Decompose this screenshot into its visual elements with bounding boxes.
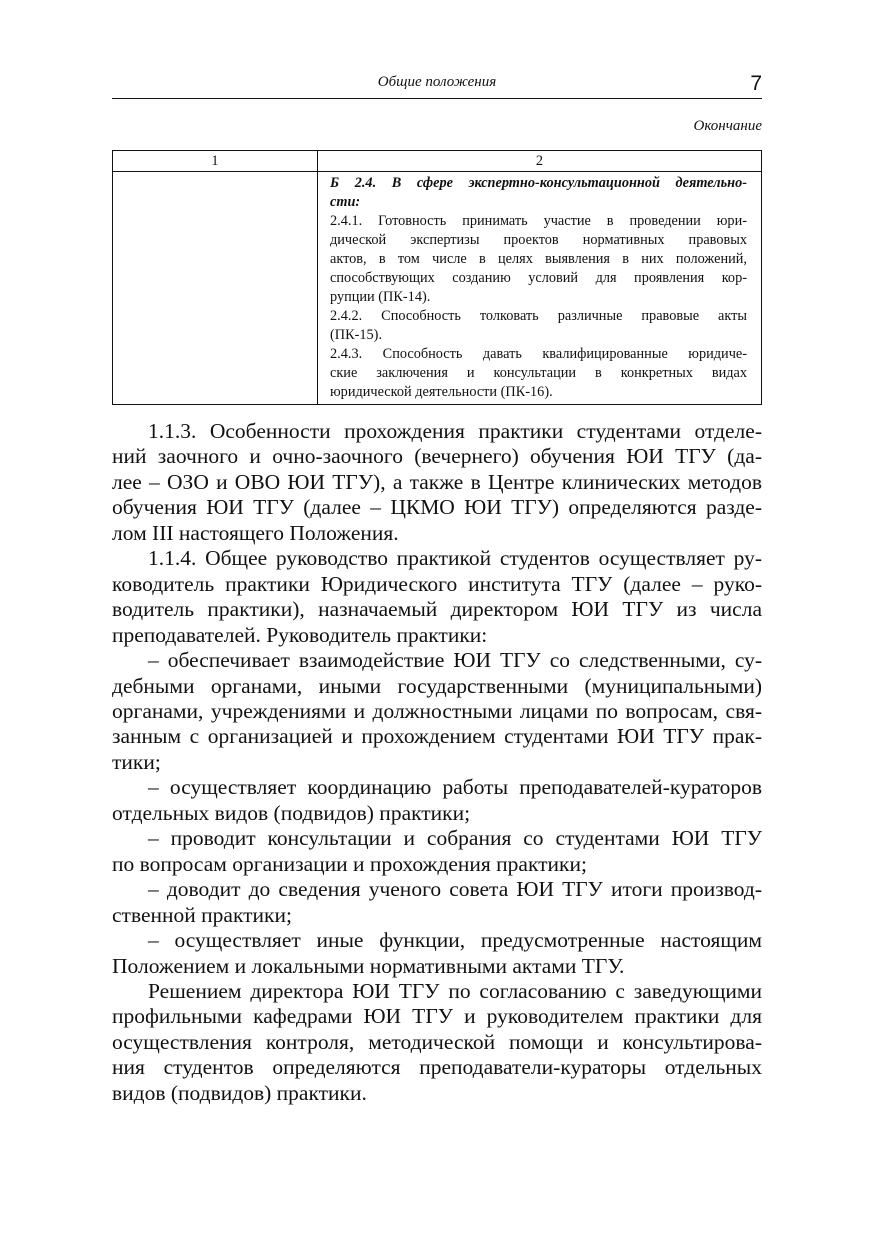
paragraph <box>112 648 762 775</box>
paragraph-line: дебными органами, иными государственными (муниципальными) <box>112 673 762 698</box>
table-cell <box>318 172 762 405</box>
running-header-title: Общие положения <box>377 74 497 90</box>
paragraph-line: лее – ОЗО и ОВО ЮИ ТГУ), а также в Центре клинических методов <box>112 469 762 494</box>
paragraph-line: – осуществляет координацию работы преподавателей-кураторов <box>148 775 762 800</box>
paragraph-line: по вопросам организации и прохождения практики; <box>112 851 587 876</box>
table-text-line: 2.4.1. Готовность принимать участие в проведении юри- <box>330 213 747 229</box>
table-header-row <box>113 151 762 172</box>
document-body <box>112 419 762 1106</box>
paragraph-line: – осуществляет иные функции, предусмотренные настоящим <box>148 928 762 953</box>
paragraph <box>112 775 762 826</box>
paragraph-line: Положением и локальными нормативными актами ТГУ. <box>112 953 625 978</box>
table-cell-empty <box>113 172 318 405</box>
competencies-table <box>112 150 762 405</box>
paragraph-line: осуществления контроля, методической помощи и консультирова- <box>112 1029 762 1054</box>
paragraph-line: – проводит консультации и собрания со студентами ЮИ ТГУ <box>148 826 762 851</box>
paragraph-line: ственной практики; <box>112 902 292 927</box>
table-header-cell: 2 <box>318 151 762 172</box>
paragraph-line: лом III настоящего Положения. <box>112 520 399 545</box>
paragraph-line: ководитель практики Юридического института ТГУ (далее – руко- <box>112 571 762 596</box>
table-text-line: (ПК-15). <box>330 327 383 343</box>
table-text-line: дической экспертизы проектов нормативных правовых <box>330 232 747 248</box>
paragraph <box>112 877 762 928</box>
table-text-line: 2.4.2. Способность толковать различные правовые акты <box>330 308 747 324</box>
paragraph <box>112 419 762 546</box>
paragraph-line: 1.1.4. Общее руководство практикой студентов осуществляет ру- <box>148 546 762 571</box>
section-heading-line: Б 2.4. В сфере экспертно-консультационной деятельно- <box>330 175 747 191</box>
table-text-line: рупции (ПК-14). <box>330 289 431 305</box>
paragraph-line: ния студентов определяются преподаватели-кураторы отдельных <box>112 1055 762 1080</box>
table-header-cell: 1 <box>113 151 318 172</box>
paragraph-line: обучения ЮИ ТГУ (далее – ЦКМО ЮИ ТГУ) определяются разде- <box>112 495 762 520</box>
paragraph-line: профильными кафедрами ЮИ ТГУ и руководителем практики для <box>112 1004 762 1029</box>
table-text-line: юридической деятельности (ПК-16). <box>330 384 553 400</box>
paragraph <box>112 546 762 648</box>
paragraph-line: – доводит до сведения ученого совета ЮИ ТГУ итоги производ- <box>148 877 762 902</box>
table-text-line: способствующих созданию условий для проявления кор- <box>330 270 747 286</box>
paragraph-line: тики; <box>112 749 161 774</box>
paragraph-line: занным с организацией и прохождением студентами ЮИ ТГУ прак- <box>112 724 762 749</box>
header-divider <box>112 98 762 99</box>
table-row <box>113 172 762 405</box>
paragraph-line: видов (подвидов) практики. <box>112 1080 367 1105</box>
table-text-line: 2.4.3. Способность давать квалифицированные юридиче- <box>330 346 747 362</box>
paragraph <box>112 928 762 979</box>
table-continuation-label: Окончание <box>693 118 762 134</box>
paragraph-line: 1.1.3. Особенности прохождения практики студентами отделе- <box>148 419 762 443</box>
paragraph-line: органами, учреждениями и должностными лицами по вопросам, свя- <box>112 698 762 723</box>
table-text-line: ские заключения и консультации в конкретных видах <box>330 365 747 381</box>
paragraph-line: – обеспечивает взаимодействие ЮИ ТГУ со следственными, су- <box>148 648 762 673</box>
paragraph-line: отдельных видов (подвидов) практики; <box>112 800 471 825</box>
paragraph-line: преподавателей. Руководитель практики: <box>112 622 488 647</box>
paragraph <box>112 826 762 877</box>
table-text-line: актов, в том числе в целях выявления в них положений, <box>330 251 747 267</box>
paragraph-line: ний заочного и очно-заочного (вечернего) обучения ЮИ ТГУ (да- <box>112 444 762 469</box>
page-number: 7 <box>750 72 762 95</box>
section-heading-line: сти: <box>330 194 361 210</box>
paragraph-line: Решением директора ЮИ ТГУ по согласованию с заведующими <box>148 978 762 1003</box>
paragraph <box>112 979 762 1106</box>
paragraph-line: водитель практики), назначаемый директором ЮИ ТГУ из числа <box>112 597 762 622</box>
